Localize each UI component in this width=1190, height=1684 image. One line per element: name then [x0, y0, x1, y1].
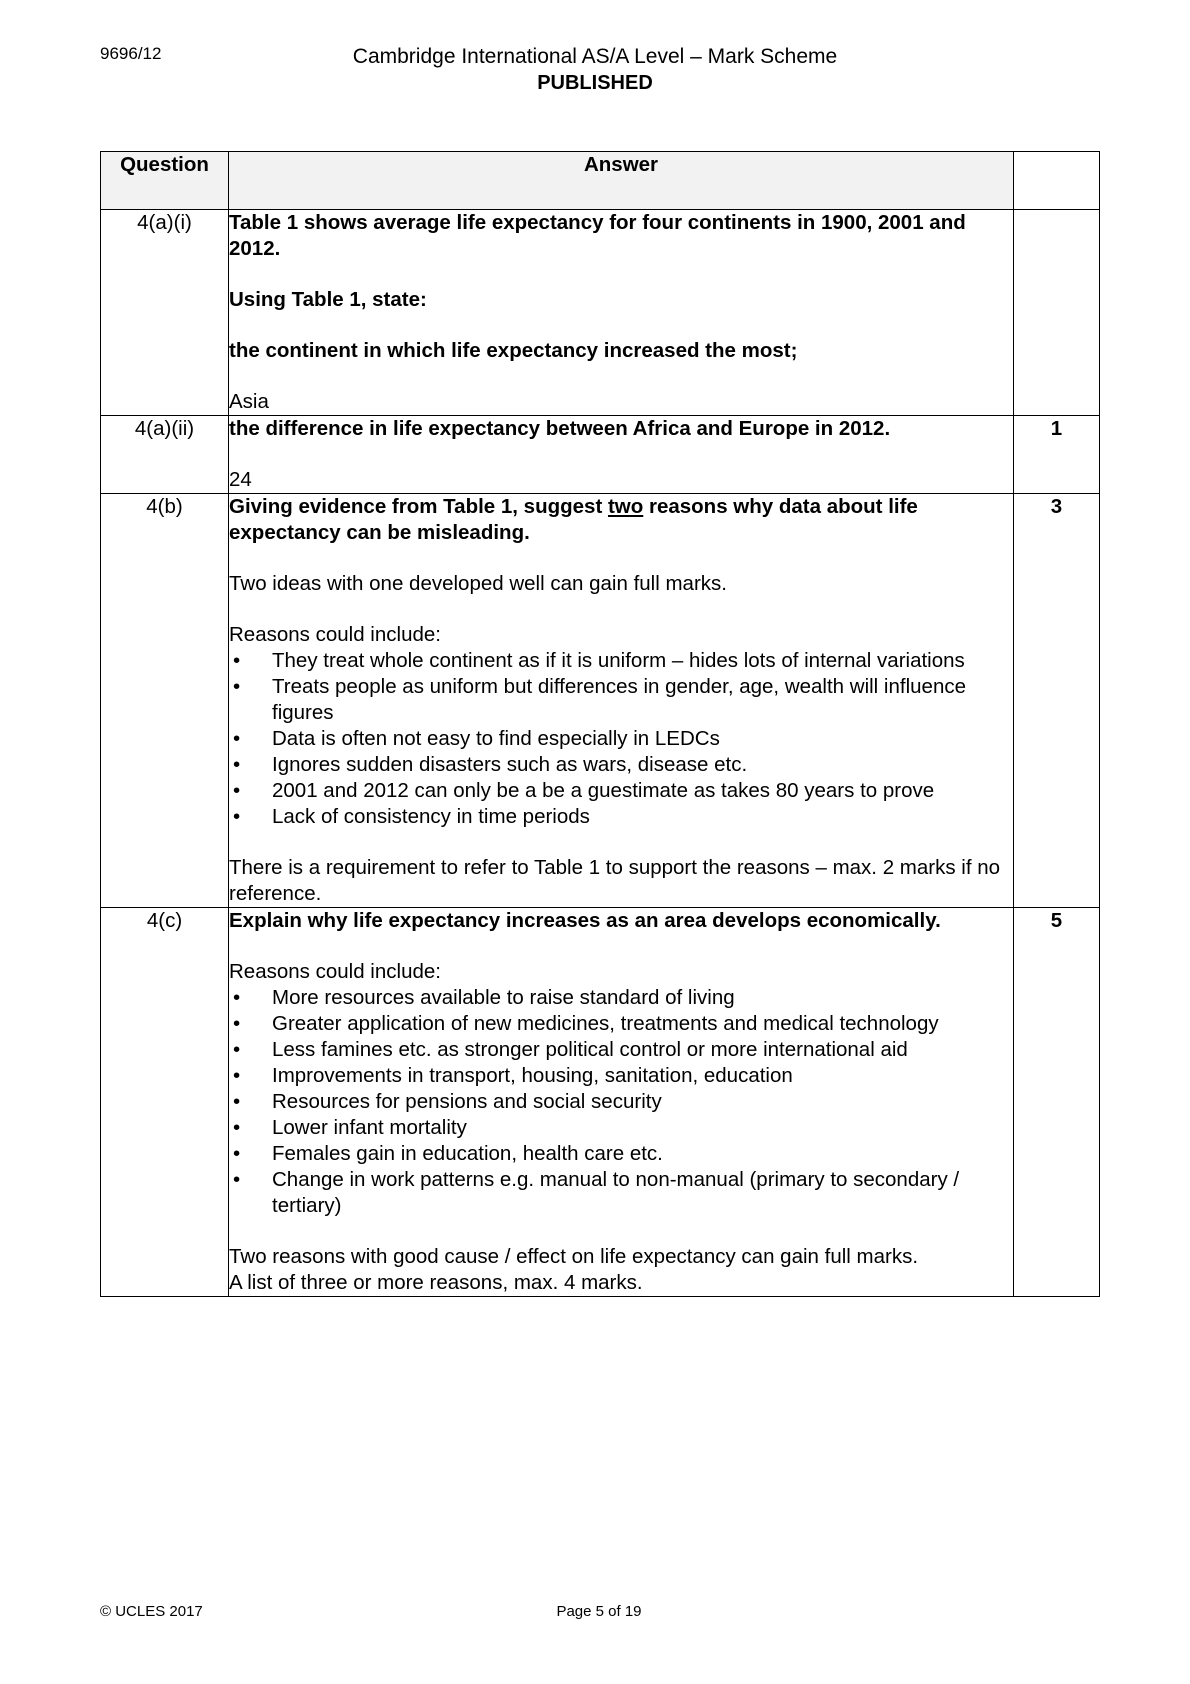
marking-note: Two reasons with good cause / effect on life expectancy can gain full marks. [229, 1245, 919, 1268]
answer-cell [229, 494, 1014, 908]
underlined-word: two [607, 495, 644, 518]
list-item: • Ignores sudden disasters such as wars, disease etc. [229, 752, 1013, 778]
list-item: • Less famines etc. as stronger political control or more international aid [229, 1037, 1013, 1063]
question-column-header: Question [101, 152, 229, 210]
question-prompt: Table 1 shows average life expectancy for four continents in 1900, 2001 and 2012. [229, 211, 966, 260]
marks-column-header [1014, 152, 1100, 210]
answer-cell [229, 416, 1014, 494]
table-header-row [101, 152, 1100, 210]
question-prompt: the difference in life expectancy between Africa and Europe in 2012. [229, 417, 891, 440]
marks-cell: 3 [1014, 494, 1100, 908]
answer-text: Asia [229, 390, 269, 413]
prompt-text: Giving evidence from Table 1, suggest [229, 495, 608, 518]
mark-scheme-table [100, 151, 1100, 1297]
list-item: • Improvements in transport, housing, sanitation, education [229, 1063, 1013, 1089]
page-number: Page 5 of 19 [556, 1603, 642, 1620]
answer-cell [229, 210, 1014, 416]
list-item: • Data is often not easy to find especially in LEDCs [229, 726, 1013, 752]
question-number: 4(c) [101, 908, 229, 1297]
reasons-list [229, 985, 1013, 1219]
list-item: • Change in work patterns e.g. manual to non-manual (primary to secondary / tertiary) [229, 1167, 1013, 1219]
list-item: • More resources available to raise standard of living [229, 985, 1013, 1011]
question-number: 4(a)(ii) [101, 416, 229, 494]
list-item: • 2001 and 2012 can only be a be a guestimate as takes 80 years to prove [229, 778, 1013, 804]
reasons-intro: Reasons could include: [229, 623, 441, 646]
question-number: 4(b) [101, 494, 229, 908]
list-item: • Greater application of new medicines, treatments and medical technology [229, 1011, 1013, 1037]
list-item: • They treat whole continent as if it is uniform – hides lots of internal variations [229, 648, 1013, 674]
marks-cell: 1 [1014, 416, 1100, 494]
marks-cell: 5 [1014, 908, 1100, 1297]
table-row [101, 416, 1100, 494]
table-row [101, 210, 1100, 416]
list-item: • Treats people as uniform but differences in gender, age, wealth will influence figures [229, 674, 1013, 726]
answer-text: 24 [229, 468, 252, 491]
list-item: • Lower infant mortality [229, 1115, 1013, 1141]
marking-note: Two ideas with one developed well can gain full marks. [229, 572, 727, 595]
question-prompt [229, 494, 1013, 546]
reasons-intro: Reasons could include: [229, 960, 441, 983]
status-label: PUBLISHED [537, 72, 653, 94]
question-number: 4(a)(i) [101, 210, 229, 416]
answer-column-header: Answer [229, 152, 1014, 210]
table-row [101, 908, 1100, 1297]
table-row [101, 494, 1100, 908]
question-prompt: the continent in which life expectancy increased the most; [229, 339, 798, 362]
reasons-list [229, 648, 1013, 830]
prompt-text: reasons why data about life expectancy can be misleading. [229, 495, 918, 544]
list-item: • Resources for pensions and social security [229, 1089, 1013, 1115]
syllabus-code: 9696/12 [100, 44, 162, 63]
document-header [0, 44, 1190, 96]
question-prompt: Using Table 1, state: [229, 288, 427, 311]
list-item: • Females gain in education, health care etc. [229, 1141, 1013, 1167]
question-prompt: Explain why life expectancy increases as an area develops economically. [229, 909, 941, 932]
answer-cell [229, 908, 1014, 1297]
marks-cell [1014, 210, 1100, 416]
document-title: Cambridge International AS/A Level – Mark Scheme [352, 45, 838, 68]
marking-note: A list of three or more reasons, max. 4 marks. [229, 1271, 643, 1294]
copyright-notice: © UCLES 2017 [100, 1603, 203, 1620]
list-item: • Lack of consistency in time periods [229, 804, 1013, 830]
marking-note: There is a requirement to refer to Table 1 to support the reasons – max. 2 marks if no reference. [229, 856, 1001, 905]
